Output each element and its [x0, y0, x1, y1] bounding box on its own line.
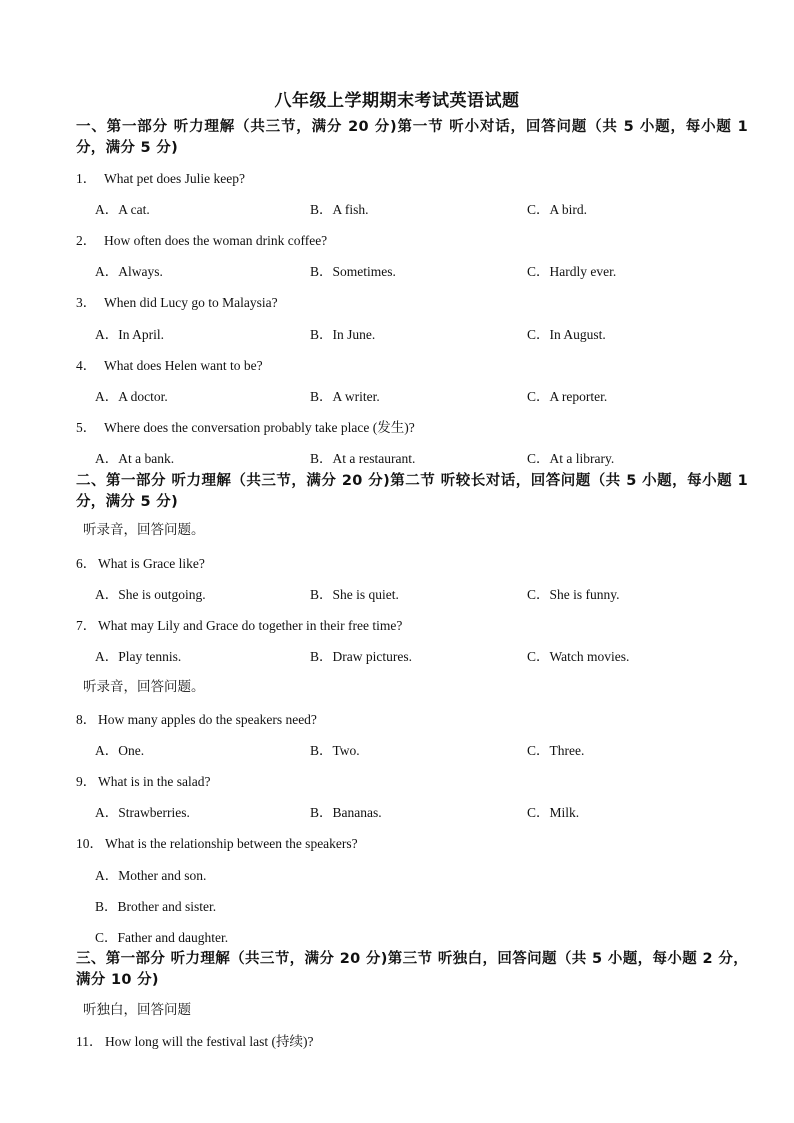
option-2c: C．Hardly ever.: [527, 264, 617, 279]
option-7b: B．Draw pictures.: [310, 649, 412, 664]
question-1: [76, 167, 245, 187]
question-number: 8．: [76, 712, 97, 727]
section-heading-3: 三、第一部分 听力理解（共三节，满分 20 分)第三节 听独白，回答问题（共 5 小题，每小题 2 分，满分 10 分): [76, 951, 748, 988]
option-1a: A．A cat.: [95, 202, 150, 217]
option-10c: C．Father and daughter.: [95, 930, 229, 945]
question-8: [76, 708, 317, 728]
instruction-listen-2: 听录音，回答问题。: [83, 679, 205, 695]
question-number: 1．: [76, 171, 97, 186]
option-8a: A．One.: [95, 743, 145, 758]
question-text: How often does the woman drink coffee?: [104, 233, 328, 248]
option-1b: B．A fish.: [310, 202, 369, 217]
instruction-listen-1: 听录音，回答问题。: [83, 522, 205, 538]
question-6: [76, 552, 205, 572]
option-5a: A．At a bank.: [95, 451, 175, 466]
question-number: 10．: [76, 836, 103, 851]
question-text: What pet does Julie keep?: [104, 171, 245, 186]
option-8c: C．Three.: [527, 743, 585, 758]
option-5c: C．At a library.: [527, 451, 615, 466]
question-number: 3．: [76, 295, 97, 310]
question-5: [76, 416, 415, 436]
question-10: [76, 832, 358, 852]
question-number: 11．: [76, 1034, 103, 1049]
question-text: What does Helen want to be?: [104, 358, 263, 373]
question-2: [76, 229, 327, 249]
question-3: [76, 291, 278, 311]
question-number: 7．: [76, 618, 97, 633]
option-3c: C．In August.: [527, 327, 606, 342]
option-7a: A．Play tennis.: [95, 649, 182, 664]
option-3a: A．In April.: [95, 327, 164, 342]
question-text: What is the relationship between the speakers?: [105, 836, 358, 851]
option-9c: C．Milk.: [527, 805, 580, 820]
option-9b: B．Bananas.: [310, 805, 382, 820]
question-text: What is Grace like?: [98, 556, 205, 571]
question-number: 6．: [76, 556, 97, 571]
option-4a: A．A doctor.: [95, 389, 168, 404]
question-text: Where does the conversation probably take place (发生)?: [104, 420, 415, 435]
question-text: What is in the salad?: [98, 774, 211, 789]
question-7: [76, 614, 402, 634]
question-number: 9．: [76, 774, 97, 789]
option-6a: A．She is outgoing.: [95, 587, 206, 602]
option-9a: A．Strawberries.: [95, 805, 190, 820]
exam-title: 八年级上学期期末考试英语试题: [274, 91, 520, 111]
option-3b: B．In June.: [310, 327, 376, 342]
option-10b: B．Brother and sister.: [95, 899, 217, 914]
question-text: What may Lily and Grace do together in their free time?: [98, 618, 403, 633]
question-text: When did Lucy go to Malaysia?: [104, 295, 278, 310]
option-1c: C．A bird.: [527, 202, 588, 217]
question-9: [76, 770, 210, 790]
question-4: [76, 354, 263, 374]
option-7c: C．Watch movies.: [527, 649, 630, 664]
instruction-monologue: 听独白，回答问题: [83, 1002, 191, 1018]
question-text: How long will the festival last (持续)?: [105, 1034, 314, 1049]
question-11: [76, 1030, 313, 1050]
question-number: 4．: [76, 358, 97, 373]
option-4c: C．A reporter.: [527, 389, 608, 404]
option-2b: B．Sometimes.: [310, 264, 396, 279]
option-8b: B．Two.: [310, 743, 360, 758]
option-6b: B．She is quiet.: [310, 587, 399, 602]
option-2a: A．Always.: [95, 264, 163, 279]
option-6c: C．She is funny.: [527, 587, 620, 602]
section-heading-1: 一、第一部分 听力理解（共三节，满分 20 分)第一节 听小对话，回答问题（共 5 小题，每小题 1 分，满分 5 分): [76, 119, 748, 156]
question-text: How many apples do the speakers need?: [98, 712, 317, 727]
option-10a: A．Mother and son.: [95, 868, 207, 883]
option-5b: B．At a restaurant.: [310, 451, 416, 466]
question-number: 2．: [76, 233, 97, 248]
option-4b: B．A writer.: [310, 389, 380, 404]
question-number: 5．: [76, 420, 97, 435]
section-heading-2: 二、第一部分 听力理解（共三节，满分 20 分)第二节 听较长对话，回答问题（共 5 小题，每小题 1 分，满分 5 分): [76, 473, 748, 510]
